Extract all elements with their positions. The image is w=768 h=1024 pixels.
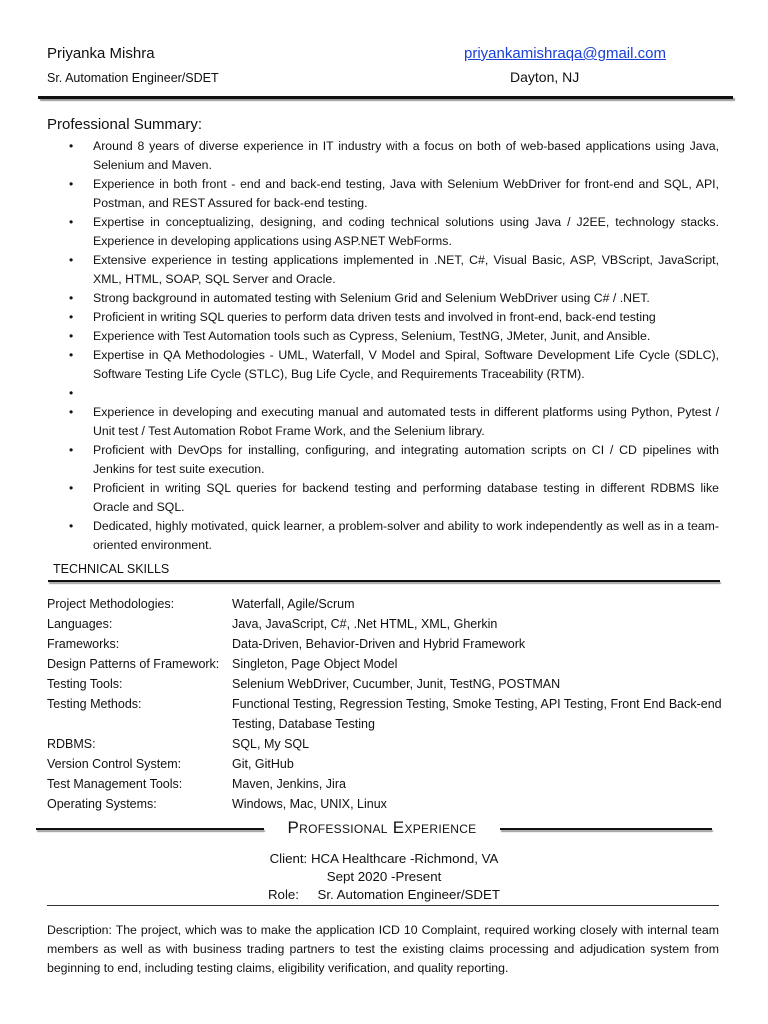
bullet-icon: • bbox=[69, 215, 74, 229]
summary-item bbox=[69, 251, 719, 289]
candidate-name: Priyanka Mishra bbox=[47, 45, 155, 62]
skill-value: Java, JavaScript, C#, .Net HTML, XML, Gherkin bbox=[232, 617, 498, 631]
summary-item-text: Proficient with DevOps for installing, configuring, and integrating automation scripts on CI / CD pipelines with Jenkins for test suite execution. bbox=[93, 443, 719, 476]
skill-row bbox=[47, 754, 727, 774]
skill-row bbox=[47, 794, 727, 814]
summary-item-text: Proficient in writing SQL queries to perform data driven tests and involved in front-end, back-end testing bbox=[93, 310, 656, 324]
summary-item-text: Dedicated, highly motivated, quick learner, a problem-solver and ability to work independently as well as in a team-oriented environment. bbox=[93, 519, 719, 552]
skills-divider bbox=[48, 580, 720, 582]
skill-value: Selenium WebDriver, Cucumber, Junit, TestNG, POSTMAN bbox=[232, 677, 561, 691]
candidate-title: Sr. Automation Engineer/SDET bbox=[47, 71, 219, 85]
bullet-icon: • bbox=[69, 329, 74, 343]
bullet-icon: • bbox=[69, 139, 74, 153]
bullet-icon: • bbox=[69, 519, 74, 533]
summary-item-text: Experience with Test Automation tools such as Cypress, Selenium, TestNG, JMeter, Junit, and Ansible. bbox=[93, 329, 651, 343]
skill-label: Project Methodologies: bbox=[47, 597, 175, 611]
summary-item-text: Expertise in conceptualizing, designing, and coding technical solutions using Java / J2EE, technology stacks. Experience in developing applications using ASP.NET WebForms. bbox=[93, 215, 719, 248]
summary-item bbox=[69, 479, 719, 517]
skill-row bbox=[47, 594, 727, 614]
skill-row bbox=[47, 734, 727, 754]
skill-label: Testing Methods: bbox=[47, 697, 142, 711]
skill-value: Maven, Jenkins, Jira bbox=[232, 777, 346, 791]
bullet-icon: • bbox=[69, 177, 74, 191]
skill-value: Functional Testing, Regression Testing, Smoke Testing, API Testing, Front End Back-end Testing, Database Testing bbox=[232, 697, 722, 731]
skill-value: Windows, Mac, UNIX, Linux bbox=[232, 797, 387, 811]
summary-item-text: Strong background in automated testing with Selenium Grid and Selenium WebDriver using C# / .NET. bbox=[93, 291, 650, 305]
skill-label: Testing Tools: bbox=[47, 677, 123, 691]
bullet-icon: • bbox=[69, 291, 74, 305]
summary-list bbox=[69, 137, 719, 555]
summary-item bbox=[69, 517, 719, 555]
summary-item-empty bbox=[69, 384, 719, 403]
bullet-icon: • bbox=[69, 405, 74, 419]
skill-row bbox=[47, 634, 727, 654]
skill-value: Git, GitHub bbox=[232, 757, 294, 771]
skill-value: Waterfall, Agile/Scrum bbox=[232, 597, 355, 611]
skills-heading: TECHNICAL SKILLS bbox=[53, 562, 170, 576]
summary-item bbox=[69, 441, 719, 479]
skill-label: RDBMS: bbox=[47, 737, 96, 751]
experience-divider-left bbox=[36, 828, 264, 830]
skill-value: SQL, My SQL bbox=[232, 737, 310, 751]
email-link[interactable]: priyankamishraqa@gmail.com bbox=[464, 45, 666, 62]
job-header bbox=[0, 850, 768, 904]
skill-label: Test Management Tools: bbox=[47, 777, 183, 791]
client-line: Client: HCA Healthcare -Richmond, VA bbox=[269, 851, 499, 866]
job-divider bbox=[47, 905, 719, 906]
summary-item-text: Around 8 years of diverse experience in IT industry with a focus on both of web-based applications using Java, Selenium and Maven. bbox=[93, 139, 719, 172]
summary-item-text: Experience in developing and executing manual and automated tests in different platforms using Python, Pytest / Unit test / Test Automation Robot Frame Work, and the Selenium library. bbox=[93, 405, 719, 438]
bullet-icon: • bbox=[69, 386, 74, 400]
bullet-icon: • bbox=[69, 443, 74, 457]
summary-item bbox=[69, 327, 719, 346]
bullet-icon: • bbox=[69, 310, 74, 324]
summary-item-text: Extensive experience in testing applications implemented in .NET, C#, Visual Basic, ASP, VBScript, JavaScript, XML, HTML, SOAP, SQL Server and Oracle. bbox=[93, 253, 719, 286]
summary-heading: Professional Summary: bbox=[47, 116, 203, 133]
candidate-location: Dayton, NJ bbox=[510, 69, 580, 85]
job-dates: Sept 2020 -Present bbox=[326, 869, 442, 884]
skill-row bbox=[47, 674, 727, 694]
bullet-icon: • bbox=[69, 481, 74, 495]
experience-heading: Professional Experience bbox=[287, 818, 477, 837]
summary-item bbox=[69, 213, 719, 251]
skill-value: Data-Driven, Behavior-Driven and Hybrid Framework bbox=[232, 637, 526, 651]
summary-item bbox=[69, 346, 719, 384]
skill-row bbox=[47, 614, 727, 634]
skill-row bbox=[47, 774, 727, 794]
summary-item-text: Experience in both front - end and back-end testing, Java with Selenium WebDriver for front-end and SQL, API, Postman, and REST Assured for back-end testing. bbox=[93, 177, 719, 210]
skill-label: Languages: bbox=[47, 617, 113, 631]
role-line: Role: Sr. Automation Engineer/SDET bbox=[267, 887, 501, 902]
bullet-icon: • bbox=[69, 348, 74, 362]
summary-item bbox=[69, 289, 719, 308]
skill-label: Frameworks: bbox=[47, 637, 120, 651]
summary-item bbox=[69, 308, 719, 327]
header-divider bbox=[38, 96, 733, 99]
summary-item-text: Expertise in QA Methodologies - UML, Waterfall, V Model and Spiral, Software Development Life Cycle (SDLC), Software Testing Life Cycle (STLC), Bug Life Cycle, and Requirements Traceability (RTM). bbox=[93, 348, 719, 381]
experience-divider-right bbox=[500, 828, 712, 830]
skill-value: Singleton, Page Object Model bbox=[232, 657, 398, 671]
skill-row bbox=[47, 654, 727, 674]
skill-row bbox=[47, 694, 727, 734]
skills-table bbox=[47, 594, 727, 814]
summary-item bbox=[69, 175, 719, 213]
summary-item bbox=[69, 403, 719, 441]
job-description: Description: The project, which was to make the application ICD 10 Complaint, required working closely with internal team members as well as with business trading partners to test the existing claims processing and adjudication system from beginning to end, including testing claims, eligibility verification, and quality reporting. bbox=[47, 923, 719, 975]
skill-label: Design Patterns of Framework: bbox=[47, 657, 220, 671]
skill-label: Operating Systems: bbox=[47, 797, 157, 811]
bullet-icon: • bbox=[69, 253, 74, 267]
summary-item-text: Proficient in writing SQL queries for backend testing and performing database testing in different RDBMS like Oracle and SQL. bbox=[93, 481, 719, 514]
skill-label: Version Control System: bbox=[47, 757, 182, 771]
summary-item bbox=[69, 137, 719, 175]
